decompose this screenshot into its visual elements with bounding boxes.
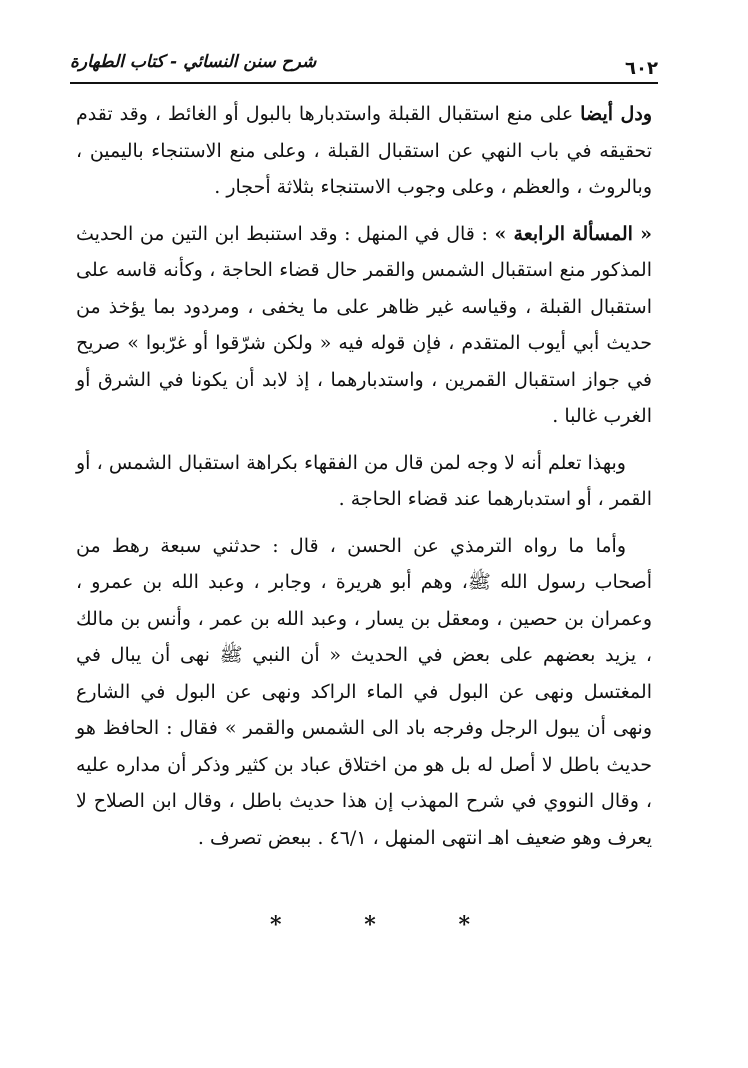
header-rule (70, 82, 658, 84)
paragraph-text: وأما ما رواه الترمذي عن الحسن ، قال : حدثني سبعة رهط من أصحاب رسول الله ﷺ، وهم أبو هريرة ، وجابر ، وعبد الله بن عمرو ، وعمران بن حصين ، ومعقل بن يسار ، وعبد الله بن عمر ، وأنس بن مالك ، يزيد بعضهم على بعض في الحديث « أن النبي ﷺ نهى أن يبال في المغتسل ونهى عن البول في الماء الراكد ونهى عن البول في الشارع ونهى أن يبول الرجل وفرجه باد الى الشمس والقمر » فقال : الحافظ هو حديث باطل لا أصل له بل هو من اختلاق عباد بن كثير وذكر أن مداره عليه ، وقال النووي في شرح المهذب إن هذا حديث باطل ، وقال ابن الصلاح لا يعرف وهو ضعيف اهـ انتهى المنهل ، ٤٦/١ . ببعض تصرف . (76, 534, 652, 849)
section-separator (270, 912, 470, 938)
running-header (70, 50, 658, 84)
separator-star: * (270, 912, 282, 938)
paragraph-text: وبهذا تعلم أنه لا وجه لمن قال من الفقهاء بكراهة استقبال الشمس ، أو القمر ، أو استدبارهما عند قضاء الحاجة . (76, 451, 652, 510)
body-text (76, 96, 652, 866)
paragraph (76, 445, 652, 518)
paragraph (76, 216, 652, 435)
page-number: ٦٠٢ (625, 58, 658, 79)
paragraph (76, 96, 652, 206)
paragraph-lead: ودل أيضا (580, 103, 652, 125)
separator-star: * (458, 912, 470, 938)
paragraph-lead: « المسألة الرابعة » (494, 222, 652, 245)
paragraph-text: : قال في المنهل : وقد استنبط ابن التين من الحديث المذكور منع استقبال الشمس والقمر حال قضاء الحاجة ، وكأنه قاسه على استقبال القبلة ، وقياسه غير ظاهر على ما يخفى ، ومردود بما يؤخذ من حديث أبي أيوب المتقدم ، فإن قوله فيه « ولكن شرّقوا أو غرّبوا » صريح في جواز استقبال القمرين ، واستدبارهما ، إذ لابد أن يكونا في الشرق أو الغرب غالبا . (76, 222, 652, 427)
header-title: شرح سنن النسائي - كتاب الطهارة (70, 52, 317, 72)
separator-star: * (364, 912, 376, 938)
paragraph (76, 528, 652, 857)
paragraph-text: على منع استقبال القبلة واستدبارها بالبول أو الغائط ، وقد تقدم تحقيقه في باب النهي عن استقبال القبلة ، وعلى منع الاستنجاء باليمين ، وبالروث ، والعظم ، وعلى وجوب الاستنجاء بثلاثة أحجار . (76, 103, 652, 198)
